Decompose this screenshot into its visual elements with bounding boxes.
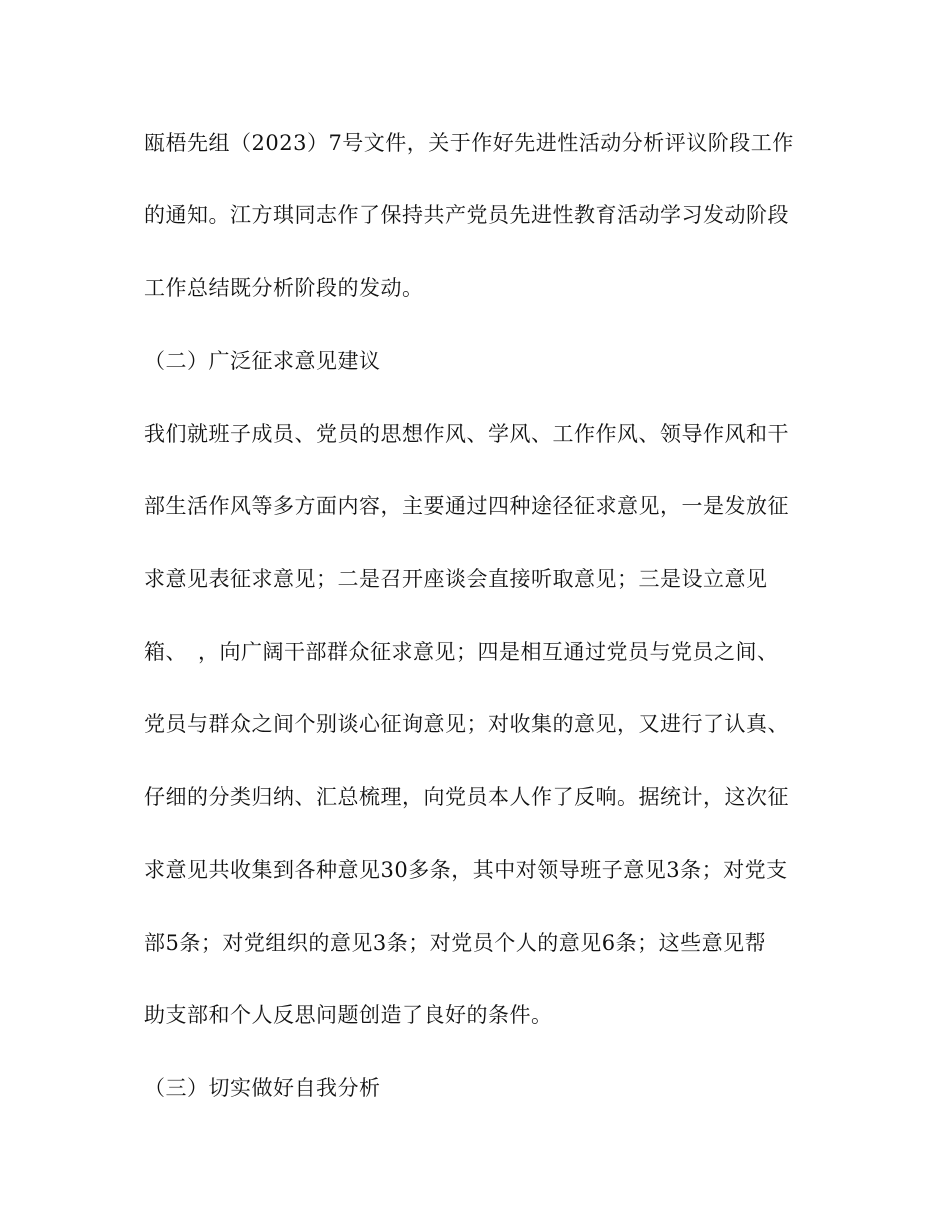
section-heading: （三）切实做好自我分析 — [144, 1076, 381, 1100]
paragraph-line: 仔细的分类归纳、汇总梳理，向党员本人作了反响。据统计，这次征 — [144, 785, 789, 809]
paragraph-line: 部生活作风等多方面内容，主要通过四种途径征求意见，一是发放征 — [144, 494, 789, 518]
paragraph-line: 党员与群众之间个别谈心征询意见；对收集的意见，又进行了认真、 — [144, 712, 789, 736]
paragraph-line: 箱、 ，向广阔干部群众征求意见；四是相互通过党员与党员之间、 — [144, 640, 779, 664]
section-heading: （二）广泛征求意见建议 — [144, 349, 381, 373]
paragraph-line: 的通知。江方琪同志作了保持共产党员先进性教育活动学习发动阶段 — [144, 203, 789, 227]
paragraph-line: 工作总结既分析阶段的发动。 — [144, 276, 424, 300]
paragraph-line: 求意见表征求意见；二是召开座谈会直接听取意见；三是设立意见 — [144, 567, 768, 591]
paragraph-line: 我们就班子成员、党员的思想作风、学风、工作作风、领导作风和干 — [144, 422, 789, 446]
paragraph-line: 助支部和个人反思问题创造了良好的条件。 — [144, 1003, 553, 1027]
paragraph-line: 瓯梧先组（2023）7号文件，关于作好先进性活动分析评议阶段工作 — [144, 131, 794, 155]
paragraph-line: 部5条；对党组织的意见3条；对党员个人的意见6条；这些意见帮 — [144, 931, 767, 955]
paragraph-line: 求意见共收集到各种意见30多条，其中对领导班子意见3条；对党支 — [144, 858, 788, 882]
